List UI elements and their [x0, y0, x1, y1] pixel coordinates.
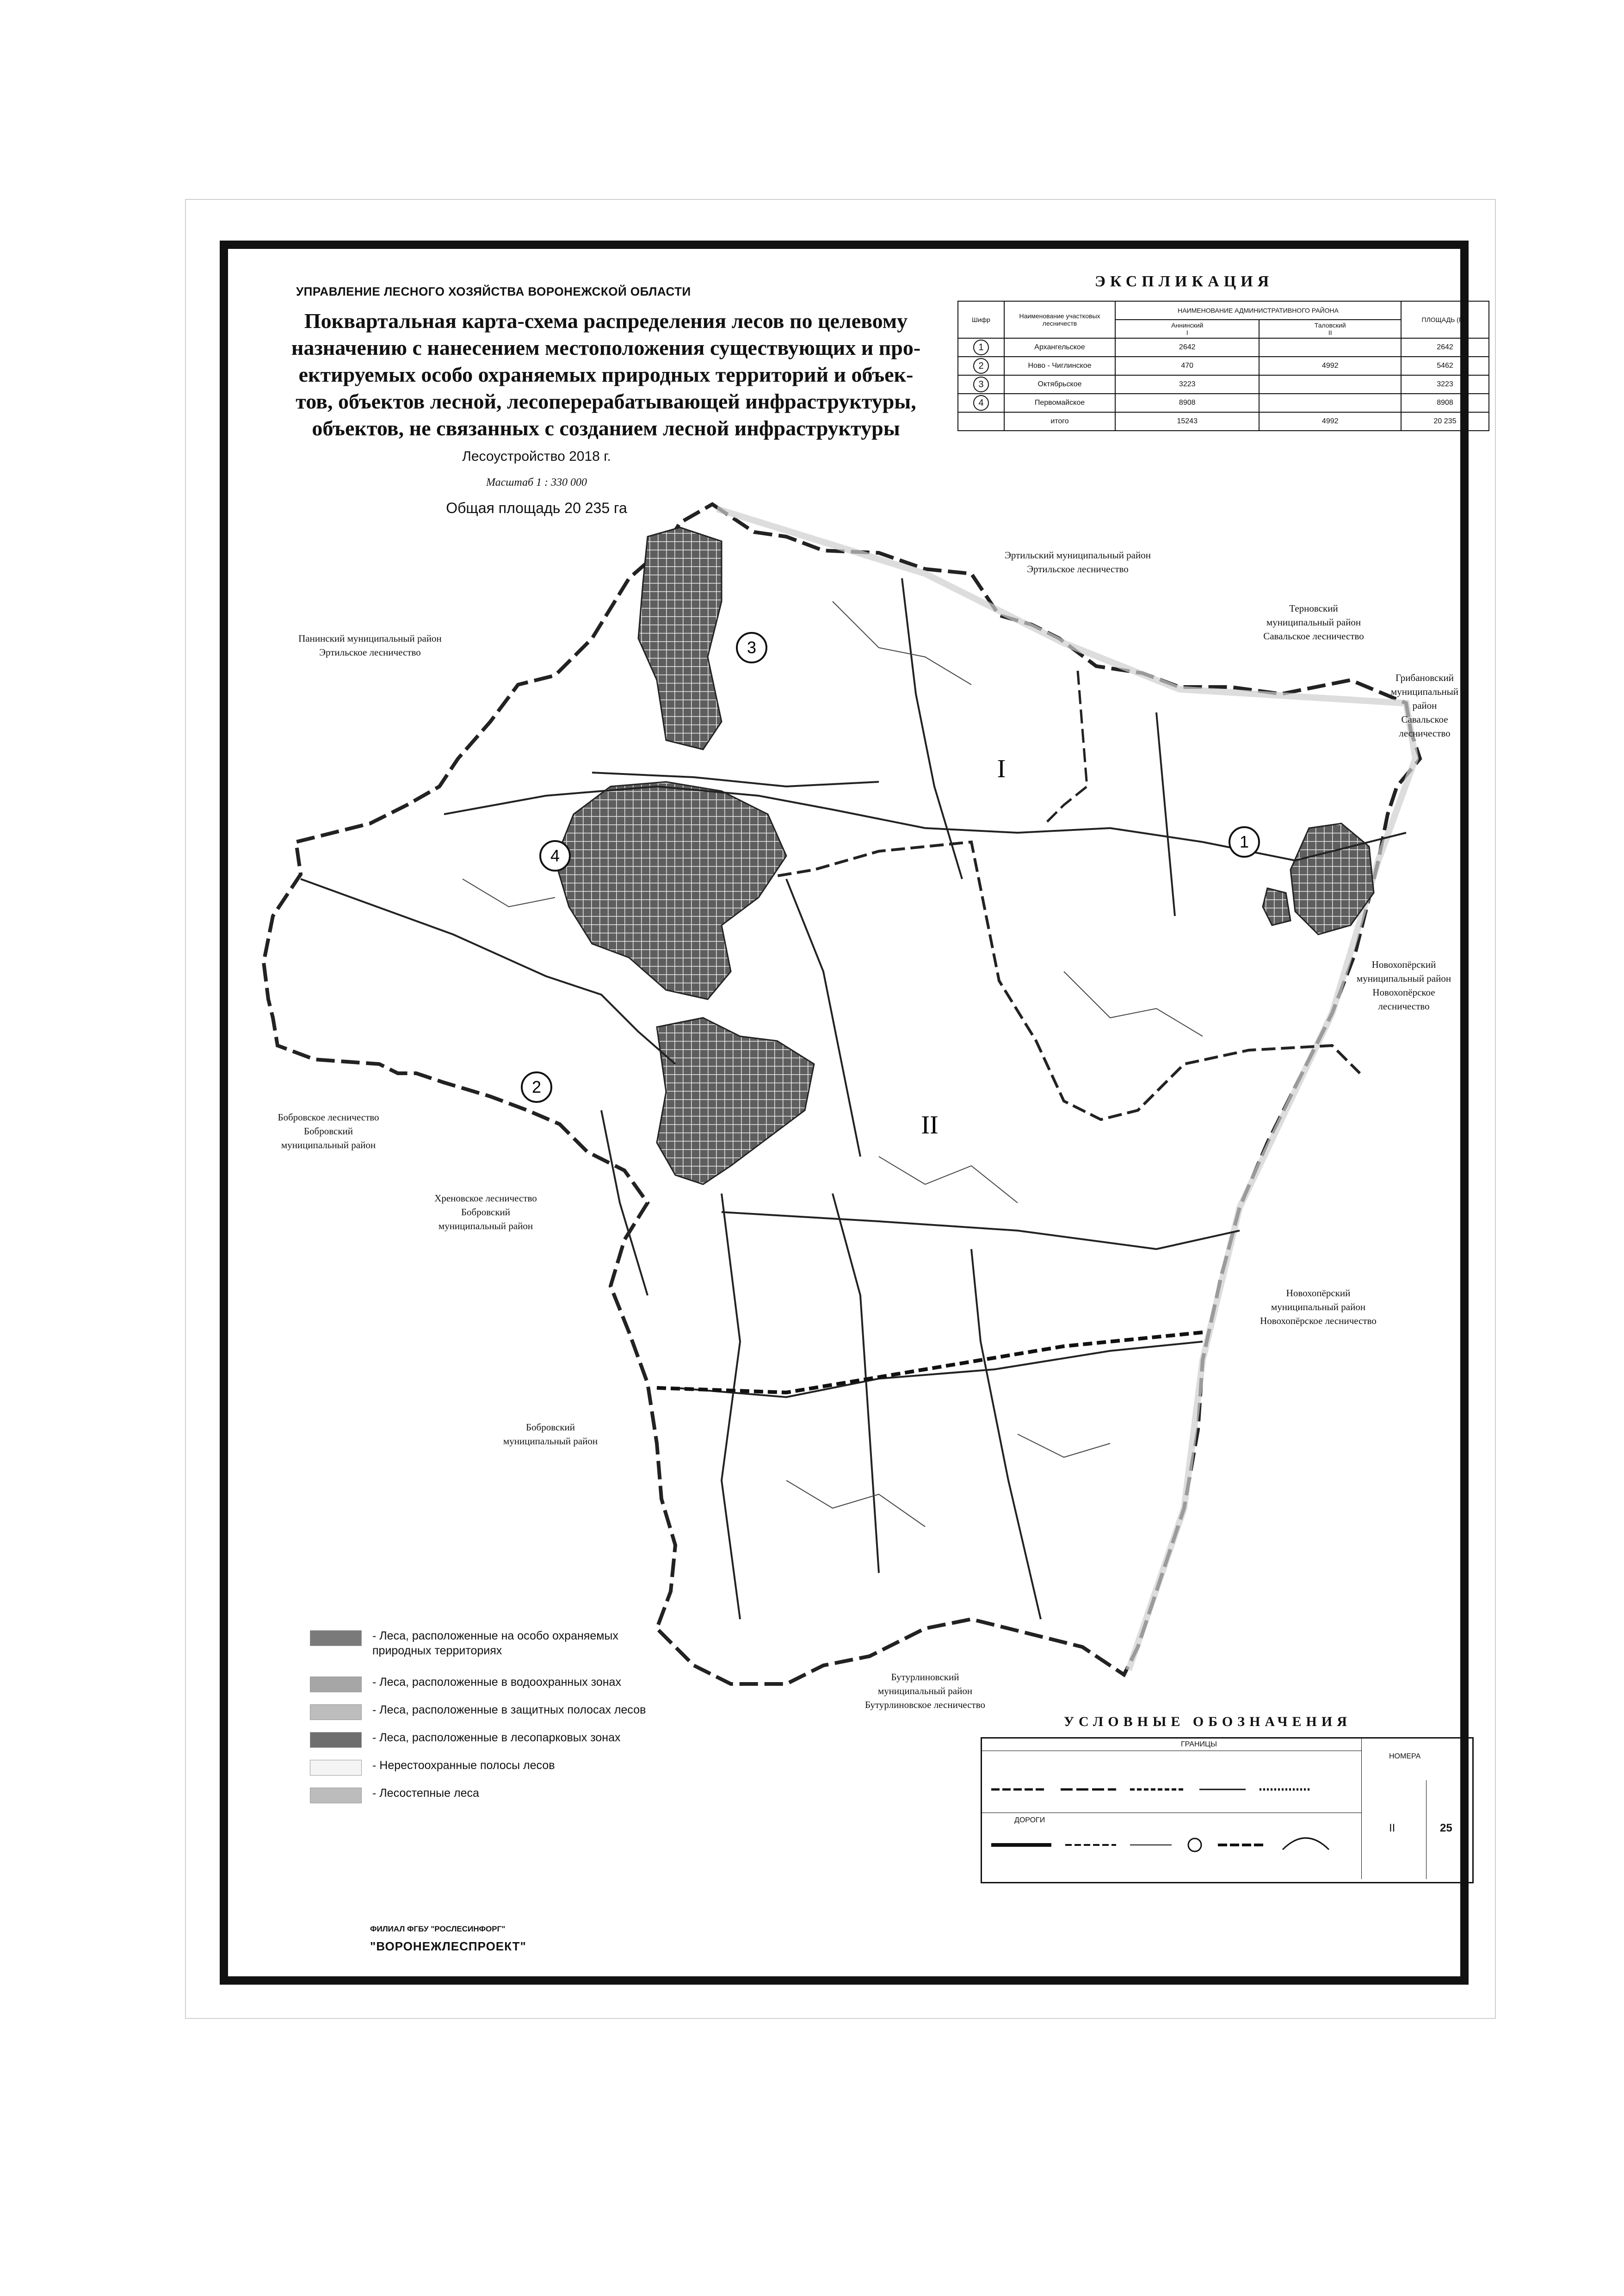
district-label-II: II: [921, 1111, 939, 1139]
neighbor-line: муниципальный район: [1266, 617, 1361, 628]
neighbor-line: Панинский муниципальный район: [298, 633, 442, 644]
legend-label: - Леса, расположенные на особо охраняемых природных территориях: [372, 1629, 618, 1657]
divider: [1361, 1739, 1362, 1879]
neighbor-line: муниципальный район: [1271, 1301, 1366, 1312]
neighbor-line: Эртильское лесничество: [319, 647, 421, 658]
neighbor-line: муниципальный район: [503, 1436, 598, 1447]
agency-title: УПРАВЛЕНИЕ ЛЕСНОГО ХОЗЯЙСТВА ВОРОНЕЖСКОЙ ОБЛАСТИ: [296, 285, 691, 298]
col-name-header: Наименование участковых лесничеств: [1004, 301, 1115, 338]
total-total: 20 235: [1401, 412, 1489, 431]
numbers-heading: НОМЕРА: [1389, 1752, 1421, 1760]
roads-heading: ДОРОГИ: [1014, 1816, 1045, 1824]
neighbor-line: Бобровский: [525, 1422, 575, 1433]
neighbor-label: [1244, 601, 1383, 643]
inventory-year: Лесоустройство 2018 г.: [462, 449, 611, 464]
admin-a-name: Аннинский: [1171, 322, 1204, 329]
neighbor-line: район: [1412, 700, 1437, 711]
district-label-I: I: [997, 755, 1006, 783]
neighbor-line: Эртильский муниципальный район: [1005, 550, 1151, 561]
legend-swatch: [310, 1732, 362, 1748]
neighbor-line: Эртильское лесничество: [1027, 563, 1129, 575]
row-total: 3223: [1401, 375, 1489, 394]
legend-label: - Леса, расположенные в водоохранных зонах: [372, 1676, 621, 1689]
legend-item: [310, 1675, 726, 1693]
org-name: "ВОРОНЕЖЛЕСПРОЕКТ": [370, 1939, 526, 1953]
total-a: 15243: [1115, 412, 1259, 431]
row-name: Первомайское: [1004, 394, 1115, 412]
neighbor-label: [1341, 958, 1466, 1013]
neighbor-line: Савальское лесничество: [1263, 631, 1364, 642]
row-num: 2: [973, 358, 989, 374]
row-total: 2642: [1401, 338, 1489, 357]
conventions-symbols: [987, 1757, 1357, 1868]
col-area-header: ПЛОЩАДЬ (ГА): [1401, 301, 1489, 338]
neighbor-label: [259, 1110, 398, 1152]
row-total: 5462: [1401, 357, 1489, 375]
explication-title: ЭКСПЛИКАЦИЯ: [1094, 273, 1274, 290]
row-num: 4: [973, 395, 989, 411]
legend-swatch: [310, 1704, 362, 1720]
neighbor-line: Бобровский: [303, 1126, 353, 1137]
neighbor-line: муниципальный район: [1356, 973, 1451, 984]
legend-label: - Нерестоохранные полосы лесов: [372, 1759, 555, 1772]
title-line: Поквартальная карта-схема распределения лесов по целевому: [304, 309, 908, 333]
row-num: 1: [973, 340, 989, 355]
neighbor-line: Новохопёрское: [1372, 987, 1435, 998]
forestry-number: 3: [747, 638, 757, 657]
neighbor-line: муниципальный район: [281, 1139, 376, 1151]
neighbor-line: Хреновское лесничество: [434, 1193, 537, 1204]
neighbor-line: Грибановский: [1395, 672, 1454, 683]
row-total: 8908: [1401, 394, 1489, 412]
org-branch: ФИЛИАЛ ФГБУ "РОСЛЕСИНФОРГ": [370, 1925, 506, 1933]
admin-a-num: I: [1186, 329, 1188, 336]
title-line: назначению с нанесением местоположения существующих и про-: [291, 336, 921, 359]
conventions-title: УСЛОВНЫЕ ОБОЗНАЧЕНИЯ: [1064, 1714, 1352, 1729]
neighbor-line: Бобровское лесничество: [278, 1112, 379, 1123]
district-number: II: [1389, 1822, 1396, 1834]
title-line: тов, объектов лесной, лесоперерабатывающей инфраструктуры,: [296, 390, 916, 413]
row-num: 3: [973, 377, 989, 392]
total-b: 4992: [1259, 412, 1401, 431]
conventions-box: [981, 1737, 1474, 1883]
forestry-number: 2: [531, 1077, 542, 1096]
legend-swatch: [310, 1788, 362, 1803]
admin-b-num: II: [1328, 329, 1332, 336]
neighbor-line: Новохопёрский: [1371, 959, 1436, 970]
forestry-number: 4: [550, 846, 560, 865]
admin-b-name: Таловский: [1314, 322, 1346, 329]
row-name: Октябрьское: [1004, 375, 1115, 394]
neighbor-line: Савальское: [1401, 714, 1448, 725]
neighbor-line: муниципальный район: [438, 1220, 533, 1232]
neighbor-line: лесничество: [1378, 1001, 1430, 1012]
row-a: 470: [1115, 357, 1259, 375]
legend-swatch: [310, 1630, 362, 1646]
neighbor-label: [416, 1191, 555, 1233]
row-a: 3223: [1115, 375, 1259, 394]
forestry-number: 1: [1239, 832, 1249, 851]
neighbor-line: Бобровский: [461, 1207, 511, 1218]
neighbor-line: Бутурлиновское лесничество: [865, 1699, 985, 1710]
legend-swatch: [310, 1760, 362, 1776]
col-admin-header: НАИМЕНОВАНИЕ АДМИНИСТРАТИВНОГО РАЙОНА: [1115, 301, 1401, 320]
neighbor-line: муниципальный район: [877, 1685, 973, 1696]
legend-item: [310, 1758, 726, 1776]
legend-label: - Лесостепные леса: [372, 1787, 479, 1800]
neighbor-label: [981, 548, 1175, 576]
neighbor-label: [833, 1670, 1018, 1712]
sheet-number: 25: [1440, 1822, 1452, 1834]
neighbor-line: Новохопёрское лесничество: [1260, 1315, 1377, 1326]
legend-item: [310, 1786, 726, 1804]
neighbor-label: [1226, 1286, 1411, 1328]
row-a: 2642: [1115, 338, 1259, 357]
neighbor-line: Новохопёрский: [1286, 1287, 1351, 1299]
territory-boundary: [264, 504, 1420, 1684]
total-name: итого: [1004, 412, 1115, 431]
borders-heading: ГРАНИЦЫ: [1181, 1740, 1217, 1748]
neighbor-line: муниципальный: [1390, 686, 1459, 697]
title-line: ектируемых особо охраняемых природных территорий и объек-: [298, 363, 914, 386]
total-area: Общая площадь 20 235 га: [446, 500, 627, 516]
neighbor-line: Бутурлиновский: [891, 1671, 959, 1683]
title-line: объектов, не связанных с созданием лесной инфраструктуры: [312, 416, 900, 440]
row-b: 4992: [1259, 357, 1401, 375]
neighbor-line: лесничество: [1399, 728, 1451, 739]
neighbor-line: Терновский: [1289, 603, 1338, 614]
legend-swatch: [310, 1677, 362, 1692]
row-a: 8908: [1115, 394, 1259, 412]
neighbor-label: [273, 631, 467, 659]
neighbor-label: [1383, 671, 1466, 740]
row-name: Ново - Чиглинское: [1004, 357, 1115, 375]
legend-label: - Леса, расположенные в защитных полосах лесов: [372, 1703, 646, 1716]
neighbor-label: [481, 1420, 620, 1448]
legend-item: [310, 1628, 726, 1657]
row-name: Архангельское: [1004, 338, 1115, 357]
legend-label: - Леса, расположенные в лесопарковых зонах: [372, 1731, 621, 1744]
map-scale: Масштаб 1 : 330 000: [486, 477, 587, 489]
legend-item: [310, 1730, 726, 1749]
legend-item: [310, 1702, 726, 1721]
col-num-header: Шифр: [958, 301, 1004, 338]
